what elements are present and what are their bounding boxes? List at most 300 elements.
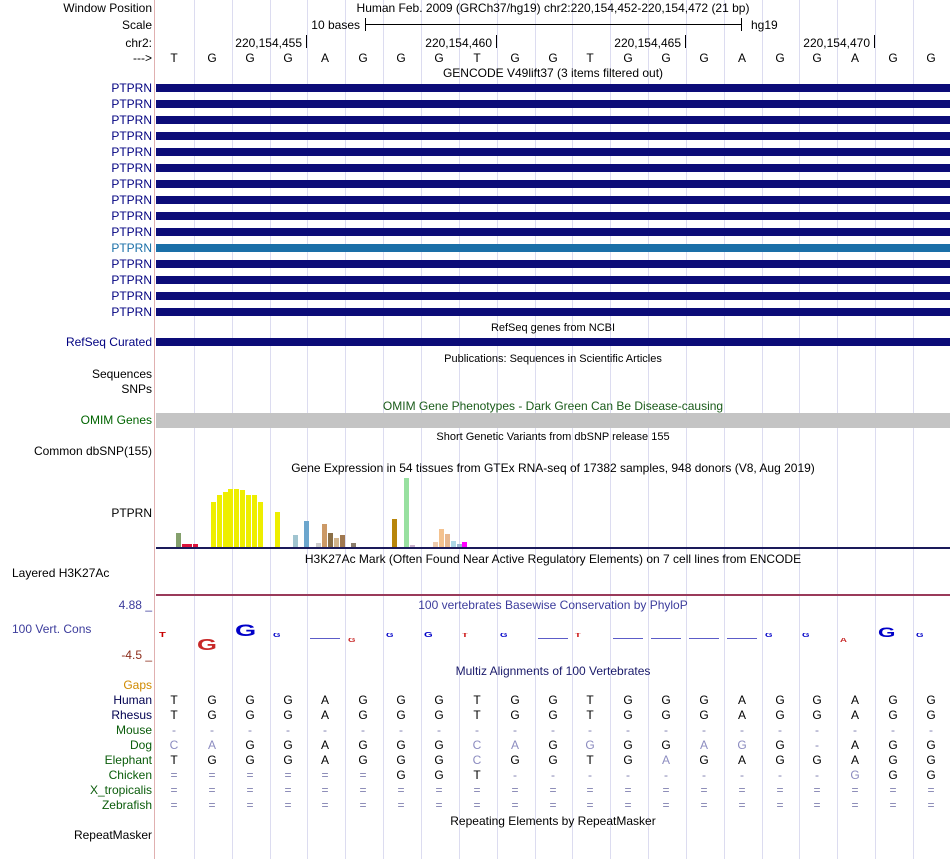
alignment-base: - xyxy=(778,768,782,782)
alignment-base: - xyxy=(664,723,668,737)
gtex-tissue-bar[interactable] xyxy=(322,524,327,547)
base-letter[interactable]: A xyxy=(850,51,859,65)
gtex-track-title: Gene Expression in 54 tissues from GTEx RNA-seq of 17382 samples, 948 donors (V8, Aug 2019) xyxy=(291,461,815,475)
gencode-item-label[interactable]: PTPRN xyxy=(111,177,152,191)
conservation-letter: G xyxy=(424,632,433,639)
gencode-gene-bar[interactable] xyxy=(156,196,950,204)
alignment-base: G xyxy=(585,738,595,752)
alignment-base: A xyxy=(320,693,329,707)
alignment-base: G xyxy=(926,738,936,752)
conservation-ymax: 4.88 _ xyxy=(118,598,152,612)
coord-label: 220,154,460 xyxy=(425,36,492,50)
gtex-tissue-bar[interactable] xyxy=(328,533,333,547)
refseq-label[interactable]: RefSeq Curated xyxy=(65,335,152,349)
alignment-base: G xyxy=(510,693,520,707)
alignment-base: G xyxy=(245,753,255,767)
conservation-letter: A xyxy=(840,638,847,644)
alignment-base: = xyxy=(284,783,292,797)
scale-bar xyxy=(365,24,741,25)
multiz-species-label[interactable]: Elephant xyxy=(104,753,152,767)
base-letter[interactable]: G xyxy=(812,51,822,65)
base-letter[interactable]: G xyxy=(434,51,444,65)
alignment-base: = xyxy=(889,783,897,797)
alignment-base: A xyxy=(320,738,329,752)
scale-bar-right-tick xyxy=(741,18,742,31)
alignment-base: - xyxy=(323,723,327,737)
conservation-flat-mark xyxy=(727,638,757,639)
alignment-base: - xyxy=(551,723,555,737)
alignment-base: = xyxy=(776,798,784,812)
alignment-base: = xyxy=(511,798,519,812)
alignment-base: G xyxy=(888,708,898,722)
alignment-base: G xyxy=(926,693,936,707)
alignment-base: = xyxy=(321,798,329,812)
alignment-base: = xyxy=(170,798,178,812)
base-letter[interactable]: A xyxy=(320,51,329,65)
alignment-base: G xyxy=(661,693,671,707)
alignment-base: = xyxy=(662,798,670,812)
gencode-item-label[interactable]: PTPRN xyxy=(111,225,152,239)
alignment-base: - xyxy=(588,768,592,782)
base-letter[interactable]: T xyxy=(170,51,178,65)
base-letter[interactable]: G xyxy=(623,51,633,65)
snps-label[interactable]: SNPs xyxy=(121,382,152,396)
conservation-letter: T xyxy=(575,633,581,639)
alignment-base: G xyxy=(812,693,822,707)
gencode-gene-bar[interactable] xyxy=(156,164,950,172)
base-letter[interactable]: G xyxy=(396,51,406,65)
alignment-base: - xyxy=(210,723,214,737)
coord-tick xyxy=(685,35,686,48)
alignment-base: G xyxy=(207,708,217,722)
alignment-base: G xyxy=(926,708,936,722)
gencode-gene-bar[interactable] xyxy=(156,228,950,236)
gencode-gene-bar[interactable] xyxy=(156,148,950,156)
alignment-base: A xyxy=(207,738,216,752)
alignment-base: G xyxy=(283,708,293,722)
alignment-base: G xyxy=(358,708,368,722)
alignment-base: = xyxy=(776,783,784,797)
conservation-flat-mark xyxy=(651,638,681,639)
dbsnp-label[interactable]: Common dbSNP(155) xyxy=(33,444,152,458)
gencode-item-label[interactable]: PTPRN xyxy=(111,289,152,303)
alignment-base: G xyxy=(434,693,444,707)
conservation-letter: G xyxy=(878,624,896,640)
gtex-tissue-bar[interactable] xyxy=(275,512,280,547)
alignment-base: - xyxy=(551,768,555,782)
alignment-base: G xyxy=(434,738,444,752)
alignment-base: - xyxy=(588,723,592,737)
base-letter[interactable]: T xyxy=(586,51,594,65)
alignment-base: A xyxy=(320,708,329,722)
alignment-base: - xyxy=(626,768,630,782)
alignment-base: = xyxy=(700,798,708,812)
alignment-base: G xyxy=(775,753,785,767)
gencode-item-label[interactable]: PTPRN xyxy=(111,145,152,159)
omim-feature-bar[interactable] xyxy=(156,413,950,428)
conservation-track-title: 100 vertebrates Basewise Conservation by PhyloP xyxy=(418,598,688,612)
gencode-gene-bar[interactable] xyxy=(156,100,950,108)
gtex-tissue-bar[interactable] xyxy=(445,534,450,547)
gtex-label[interactable]: PTPRN xyxy=(111,506,152,520)
alignment-base: A xyxy=(850,753,859,767)
conservation-letter: G xyxy=(235,621,257,640)
alignment-base: G xyxy=(812,753,822,767)
base-letter[interactable]: G xyxy=(283,51,293,65)
publications-track-title: Publications: Sequences in Scientific Articles xyxy=(444,353,662,365)
alignment-base: A xyxy=(320,753,329,767)
alignment-base: - xyxy=(248,723,252,737)
alignment-base: G xyxy=(661,738,671,752)
gencode-gene-bar[interactable] xyxy=(156,180,950,188)
multiz-species-label[interactable]: Chicken xyxy=(108,768,152,782)
alignment-base: G xyxy=(850,768,860,782)
alignment-base: T xyxy=(170,693,178,707)
gencode-item-label[interactable]: PTPRN xyxy=(111,113,152,127)
conservation-letter: T xyxy=(159,632,166,639)
alignment-base: = xyxy=(321,768,329,782)
alignment-base: G xyxy=(245,693,255,707)
alignment-base: G xyxy=(623,738,633,752)
alignment-base: = xyxy=(208,798,216,812)
gtex-tissue-bar[interactable] xyxy=(234,489,239,547)
alignment-base: - xyxy=(891,723,895,737)
gencode-gene-bar[interactable] xyxy=(156,212,950,220)
alignment-base: G xyxy=(888,693,898,707)
base-letter[interactable]: G xyxy=(245,51,255,65)
alignment-base: G xyxy=(699,708,709,722)
gtex-tissue-bar[interactable] xyxy=(228,489,233,547)
alignment-base: G xyxy=(434,708,444,722)
alignment-base: A xyxy=(737,753,746,767)
alignment-base: = xyxy=(624,798,632,812)
alignment-base: - xyxy=(361,723,365,737)
gencode-gene-bar[interactable] xyxy=(156,244,950,252)
gencode-gene-bar[interactable] xyxy=(156,292,950,300)
alignment-base: - xyxy=(513,723,517,737)
conservation-flat-mark xyxy=(613,638,643,639)
alignment-base: = xyxy=(397,783,405,797)
alignment-base: - xyxy=(853,723,857,737)
alignment-base: = xyxy=(738,783,746,797)
gaps-label[interactable]: Gaps xyxy=(123,678,152,692)
alignment-base: G xyxy=(207,693,217,707)
alignment-base: G xyxy=(926,768,936,782)
alignment-base: G xyxy=(623,753,633,767)
gencode-gene-bar[interactable] xyxy=(156,308,950,316)
alignment-base: - xyxy=(626,723,630,737)
gtex-tissue-bar[interactable] xyxy=(293,535,298,547)
conservation-letter: G xyxy=(765,633,773,639)
gencode-item-label[interactable]: PTPRN xyxy=(111,129,152,143)
alignment-base: = xyxy=(851,798,859,812)
alignment-base: G xyxy=(888,753,898,767)
alignment-base: - xyxy=(286,723,290,737)
alignment-base: C xyxy=(472,753,482,767)
base-letter[interactable]: G xyxy=(510,51,520,65)
gtex-tissue-bar[interactable] xyxy=(258,502,263,547)
alignment-base: T xyxy=(586,753,594,767)
alignment-base: G xyxy=(358,753,368,767)
gtex-tissue-bar[interactable] xyxy=(439,529,444,547)
alignment-base: T xyxy=(473,768,481,782)
alignment-base: T xyxy=(473,708,481,722)
alignment-base: - xyxy=(929,723,933,737)
alignment-base: G xyxy=(926,753,936,767)
repeatmasker-track-title: Repeating Elements by RepeatMasker xyxy=(450,814,656,828)
alignment-base: = xyxy=(511,783,519,797)
h3k27ac-baseline xyxy=(156,594,950,596)
conservation-letter: G xyxy=(802,633,810,639)
alignment-base: G xyxy=(510,708,520,722)
base-letter[interactable]: G xyxy=(661,51,671,65)
alignment-base: G xyxy=(623,693,633,707)
gencode-gene-bar[interactable] xyxy=(156,276,950,284)
alignment-base: A xyxy=(850,693,859,707)
dbsnp-track-title: Short Genetic Variants from dbSNP release 155 xyxy=(436,431,670,443)
conservation-flat-mark xyxy=(538,638,568,639)
alignment-base: - xyxy=(815,738,819,752)
alignment-base: = xyxy=(738,798,746,812)
gencode-item-label[interactable]: PTPRN xyxy=(111,273,152,287)
refseq-gene-bar[interactable] xyxy=(156,338,950,346)
gtex-tissue-bar[interactable] xyxy=(211,502,216,547)
gtex-baseline xyxy=(156,547,950,549)
alignment-base: C xyxy=(472,738,482,752)
alignment-base: = xyxy=(359,783,367,797)
alignment-base: = xyxy=(246,783,254,797)
alignment-base: - xyxy=(815,768,819,782)
alignment-base: - xyxy=(664,768,668,782)
alignment-base: T xyxy=(586,693,594,707)
alignment-base: G xyxy=(623,708,633,722)
h3k27ac-track-title: H3K27Ac Mark (Often Found Near Active Regulatory Elements) on 7 cell lines from ENCODE xyxy=(304,552,802,566)
alignment-base: = xyxy=(473,783,481,797)
gtex-tissue-bar[interactable] xyxy=(176,533,181,547)
alignment-base: A xyxy=(661,753,670,767)
alignment-base: G xyxy=(775,693,785,707)
alignment-base: = xyxy=(284,798,292,812)
alignment-base: G xyxy=(283,738,293,752)
alignment-base: A xyxy=(737,693,746,707)
alignment-base: = xyxy=(170,783,178,797)
alignment-base: G xyxy=(207,753,217,767)
label-separator xyxy=(154,0,155,859)
alignment-base: G xyxy=(888,738,898,752)
gtex-tissue-bar[interactable] xyxy=(340,535,345,547)
conservation-letter: G xyxy=(273,633,281,639)
omim-label[interactable]: OMIM Genes xyxy=(80,413,152,427)
alignment-base: = xyxy=(246,798,254,812)
gencode-gene-bar[interactable] xyxy=(156,260,950,268)
gtex-tissue-bar[interactable] xyxy=(304,521,309,547)
alignment-base: G xyxy=(434,768,444,782)
base-letter[interactable]: A xyxy=(737,51,746,65)
scale-bar-left-tick xyxy=(365,18,366,31)
base-letter[interactable]: T xyxy=(473,51,481,65)
conservation-letter: G xyxy=(916,633,924,639)
gencode-item-label[interactable]: PTPRN xyxy=(111,209,152,223)
alignment-base: G xyxy=(737,738,747,752)
multiz-track-title: Multiz Alignments of 100 Vertebrates xyxy=(455,664,651,678)
alignment-base: G xyxy=(245,708,255,722)
alignment-base: - xyxy=(702,768,706,782)
gtex-tissue-bar[interactable] xyxy=(240,490,245,547)
gencode-item-label[interactable]: PTPRN xyxy=(111,305,152,319)
gtex-tissue-bar[interactable] xyxy=(252,495,257,547)
coord-tick xyxy=(306,35,307,48)
base-letter[interactable]: G xyxy=(699,51,709,65)
alignment-base: T xyxy=(473,693,481,707)
alignment-base: - xyxy=(172,723,176,737)
gencode-item-label[interactable]: PTPRN xyxy=(111,193,152,207)
alignment-base: A xyxy=(850,738,859,752)
publications-label[interactable]: Sequences xyxy=(91,367,152,381)
chrom-label: chr2: xyxy=(125,36,152,50)
alignment-base: T xyxy=(586,708,594,722)
base-letter[interactable]: G xyxy=(775,51,785,65)
coord-tick xyxy=(496,35,497,48)
gencode-gene-bar[interactable] xyxy=(156,116,950,124)
alignment-base: G xyxy=(775,708,785,722)
alignment-base: = xyxy=(813,798,821,812)
conservation-logo[interactable] xyxy=(156,620,950,658)
conservation-letter: G xyxy=(197,637,217,654)
alignment-base: - xyxy=(702,723,706,737)
base-letter[interactable]: G xyxy=(358,51,368,65)
alignment-base: = xyxy=(208,783,216,797)
alignment-base: G xyxy=(396,738,406,752)
alignment-base: C xyxy=(169,738,179,752)
alignment-base: = xyxy=(927,798,935,812)
alignment-base: G xyxy=(699,753,709,767)
alignment-base: - xyxy=(740,768,744,782)
scale-assembly: hg19 xyxy=(751,18,778,32)
alignment-base: G xyxy=(812,708,822,722)
conservation-flat-mark xyxy=(310,638,340,639)
alignment-base: G xyxy=(396,708,406,722)
alignment-base: G xyxy=(358,738,368,752)
conservation-letter: G xyxy=(500,633,508,639)
alignment-base: = xyxy=(473,798,481,812)
alignment-base: G xyxy=(283,753,293,767)
gencode-item-label[interactable]: PTPRN xyxy=(111,241,152,255)
multiz-species-label[interactable]: Mouse xyxy=(115,723,152,737)
h3k27ac-label[interactable]: Layered H3K27Ac xyxy=(12,566,110,580)
alignment-base: - xyxy=(815,723,819,737)
alignment-base: = xyxy=(549,798,557,812)
alignment-base: A xyxy=(850,708,859,722)
window-position-label: Window Position xyxy=(63,1,152,15)
refseq-track-title: RefSeq genes from NCBI xyxy=(490,322,616,334)
multiz-species-label[interactable]: Dog xyxy=(129,738,152,752)
alignment-base: G xyxy=(548,708,558,722)
alignment-base: A xyxy=(737,708,746,722)
alignment-base: A xyxy=(510,738,519,752)
base-letter[interactable]: G xyxy=(888,51,898,65)
scale-label: Scale xyxy=(121,18,152,32)
alignment-base: = xyxy=(284,768,292,782)
scale-text: 10 bases xyxy=(311,18,360,32)
conservation-letter: G xyxy=(386,633,394,639)
alignment-base: - xyxy=(778,723,782,737)
conservation-label[interactable]: 100 Vert. Cons xyxy=(12,622,92,636)
alignment-base: G xyxy=(396,768,406,782)
alignment-base: = xyxy=(586,798,594,812)
alignment-base: = xyxy=(813,783,821,797)
gencode-gene-bar[interactable] xyxy=(156,84,950,92)
base-letter[interactable]: G xyxy=(548,51,558,65)
gencode-gene-bar[interactable] xyxy=(156,132,950,140)
gtex-tissue-bar[interactable] xyxy=(404,478,409,547)
alignment-base: - xyxy=(740,723,744,737)
alignment-base: = xyxy=(586,783,594,797)
gtex-tissue-bar[interactable] xyxy=(217,495,222,547)
gtex-tissue-bar[interactable] xyxy=(392,519,397,547)
gencode-track-title: GENCODE V49lift37 (3 items filtered out) xyxy=(442,66,664,80)
alignment-base: = xyxy=(435,798,443,812)
coord-label: 220,154,470 xyxy=(803,36,870,50)
alignment-base: G xyxy=(888,768,898,782)
coord-tick xyxy=(874,35,875,48)
gtex-tissue-bar[interactable] xyxy=(246,495,251,547)
gtex-bar-chart[interactable] xyxy=(156,475,950,547)
repeatmasker-label[interactable]: RepeatMasker xyxy=(73,828,152,842)
gencode-item-label[interactable]: PTPRN xyxy=(111,257,152,271)
multiz-species-label[interactable]: Human xyxy=(113,693,152,707)
coord-label: 220,154,455 xyxy=(235,36,302,50)
alignment-base: G xyxy=(699,693,709,707)
multiz-species-label[interactable]: Zebrafish xyxy=(101,798,152,812)
alignment-base: = xyxy=(359,798,367,812)
omim-track-title: OMIM Gene Phenotypes - Dark Green Can Be Disease-causing xyxy=(382,399,724,413)
alignment-base: G xyxy=(245,738,255,752)
alignment-base: = xyxy=(624,783,632,797)
alignment-base: = xyxy=(170,768,178,782)
alignment-base: T xyxy=(170,708,178,722)
alignment-base: G xyxy=(434,753,444,767)
conservation-ymin: -4.5 _ xyxy=(121,648,152,662)
conservation-letter: G xyxy=(348,638,356,644)
alignment-base: = xyxy=(246,768,254,782)
alignment-base: - xyxy=(475,723,479,737)
alignment-base: G xyxy=(396,693,406,707)
alignment-base: = xyxy=(851,783,859,797)
alignment-base: = xyxy=(359,768,367,782)
alignment-base: A xyxy=(699,738,708,752)
coord-label: 220,154,465 xyxy=(614,36,681,50)
alignment-base: = xyxy=(889,798,897,812)
alignment-base: T xyxy=(170,753,178,767)
gencode-item-label[interactable]: PTPRN xyxy=(111,97,152,111)
alignment-base: G xyxy=(548,753,558,767)
gtex-tissue-bar[interactable] xyxy=(334,538,339,547)
multiz-species-label[interactable]: X_tropicalis xyxy=(89,783,152,797)
alignment-base: G xyxy=(358,693,368,707)
alignment-base: = xyxy=(435,783,443,797)
alignment-base: - xyxy=(399,723,403,737)
alignment-base: = xyxy=(208,768,216,782)
strand-label: ---> xyxy=(133,51,152,65)
base-letter[interactable]: G xyxy=(207,51,217,65)
alignment-base: = xyxy=(927,783,935,797)
multiz-species-label[interactable]: Rhesus xyxy=(111,708,152,722)
gencode-item-label[interactable]: PTPRN xyxy=(111,81,152,95)
gencode-item-label[interactable]: PTPRN xyxy=(111,161,152,175)
alignment-base: G xyxy=(510,753,520,767)
base-letter[interactable]: G xyxy=(926,51,936,65)
alignment-base: = xyxy=(321,783,329,797)
